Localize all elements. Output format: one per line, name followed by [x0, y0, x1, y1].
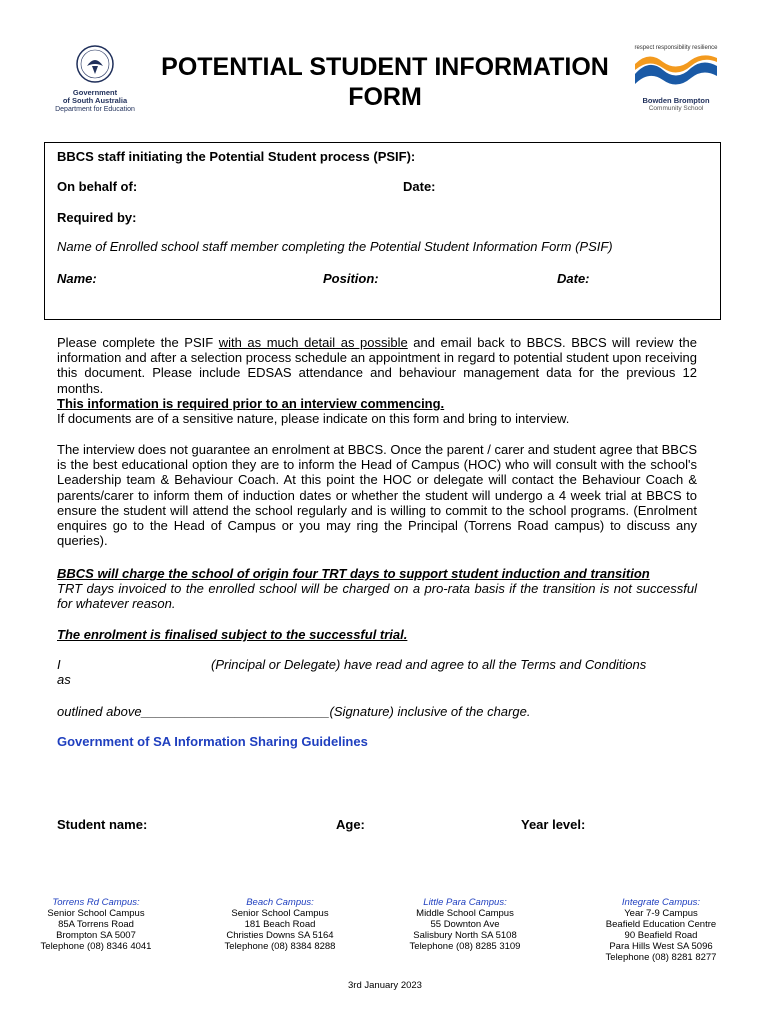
p1-sensitive-note: If documents are of a sensitive nature, please indicate on this form and bring to interview.: [57, 411, 570, 427]
p1-text-a: Please complete the PSIF: [57, 335, 219, 350]
campus-beach: [205, 897, 355, 952]
campus-line: 90 Beafield Road: [624, 930, 698, 941]
campus-line: Middle School Campus: [416, 908, 514, 919]
school-logo: [626, 44, 726, 116]
charge-paragraph: [57, 566, 697, 612]
campus-line: Telephone (08) 8285 3109: [409, 941, 521, 952]
trial-notice: [57, 627, 697, 642]
school-name: Bowden Brompton: [642, 96, 710, 105]
footer-date: 3rd January 2023: [348, 980, 422, 991]
campus-line: Senior School Campus: [231, 908, 329, 919]
campus-line: Para Hills West SA 5096: [609, 941, 713, 952]
staff-initiating-label: BBCS staff initiating the Potential Student process (PSIF):: [57, 149, 416, 164]
agreement-as: as: [57, 672, 71, 688]
campus-line: Telephone (08) 8281 8277: [605, 952, 717, 963]
p1-underlined: with as much detail as possible: [218, 335, 408, 350]
title-line1: POTENTIAL STUDENT INFORMATION: [161, 53, 609, 81]
gov-logo-line3: Department for Education: [55, 106, 135, 113]
date-label: Date:: [403, 179, 436, 194]
campus-heading: Beach Campus:: [246, 897, 314, 908]
agreement-line: [57, 657, 697, 687]
year-level-label: Year level:: [521, 817, 586, 832]
campus-line: Senior School Campus: [47, 908, 145, 919]
campus-heading: Little Para Campus:: [423, 897, 507, 908]
on-behalf-label: On behalf of:: [57, 179, 138, 194]
campus-torrens: [21, 897, 171, 952]
campus-line: 181 Beach Road: [244, 919, 316, 930]
charge-detail: TRT days invoiced to the enrolled school will be charged on a pro-rata basis if the transition is not successful for whatever reason.: [57, 581, 697, 612]
campus-little-para: [390, 897, 540, 952]
campus-heading: Integrate Campus:: [621, 897, 701, 908]
p1-text-b: and email back to BBCS. BBCS will review the information and after a selection process schedule an appointment in regard to potential student upon receiving this document. Please include EDSAS attendance and behaviour management data for the previous 12 months.: [57, 335, 698, 396]
page-title: [140, 52, 630, 112]
campus-line: Salisbury North SA 5108: [413, 930, 517, 941]
campus-line: Brompton SA 5007: [56, 930, 136, 941]
school-sub: Community School: [648, 105, 704, 112]
date2-label: Date:: [557, 271, 590, 286]
gov-logo-line1: Government: [72, 88, 118, 97]
campus-line: Telephone (08) 8346 4041: [40, 941, 152, 952]
campus-line: 85A Torrens Road: [58, 919, 134, 930]
piping-shrike-crest-icon: [75, 44, 115, 84]
campus-line: Year 7-9 Campus: [624, 908, 698, 919]
name-label: Name:: [57, 271, 97, 286]
campus-line: Christies Downs SA 5164: [226, 930, 334, 941]
agreement-terms: (Principal or Delegate) have read and agree to all the Terms and Conditions: [211, 657, 647, 672]
campus-line: Telephone (08) 8384 8288: [224, 941, 336, 952]
gov-logo-line2: of South Australia: [62, 96, 128, 105]
enrolled-staff-note: Name of Enrolled school staff member completing the Potential Student Information Form (PSIF): [57, 239, 613, 254]
school-tagline: respect responsibility resilience: [634, 45, 718, 51]
info-sharing-link[interactable]: Government of SA Information Sharing Guidelines: [57, 734, 368, 749]
required-by-label: Required by:: [57, 210, 137, 225]
trial-notice-text: The enrolment is finalised subject to the successful trial.: [57, 627, 408, 642]
agreement-i: I: [57, 657, 61, 672]
wave-logo-icon: [631, 52, 721, 92]
campus-integrate: [586, 897, 736, 963]
p1-required-notice: This information is required prior to an interview commencing.: [57, 395, 445, 411]
student-name-label: Student name:: [57, 817, 148, 832]
title-line2: FORM: [348, 83, 422, 111]
interview-paragraph: The interview does not guarantee an enrolment at BBCS. Once the parent / carer and student agree that BBCS is the best educational option they are to inform the Head of Campus (HOC) who will consult with the school's Leadership team & Behaviour Coach. At this point the HOC or delegate will contact the Behaviour Coach & parents/carer to inform them of induction dates or whether the student will undergo a 4 week trial at BBCS to ensure the student will attend the school regularly and is willing to commit to the school programs. (Enrolment enquires go to the Head of Campus or you may ring the Principal (Torrens Road campus) to discuss any queries).: [57, 442, 697, 549]
staff-info-box: [44, 142, 721, 320]
position-label: Position:: [323, 271, 379, 286]
signature-line: outlined above__________________________(Signature) inclusive of the charge.: [57, 704, 531, 719]
campus-line: Beafield Education Centre: [605, 919, 717, 930]
charge-heading: BBCS will charge the school of origin four TRT days to support student induction and transition: [57, 566, 650, 581]
age-label: Age:: [336, 817, 365, 832]
instructions-paragraph: [57, 335, 697, 426]
government-logo: [50, 44, 140, 116]
campus-heading: Torrens Rd Campus:: [52, 897, 140, 908]
campus-line: 55 Downton Ave: [430, 919, 500, 930]
